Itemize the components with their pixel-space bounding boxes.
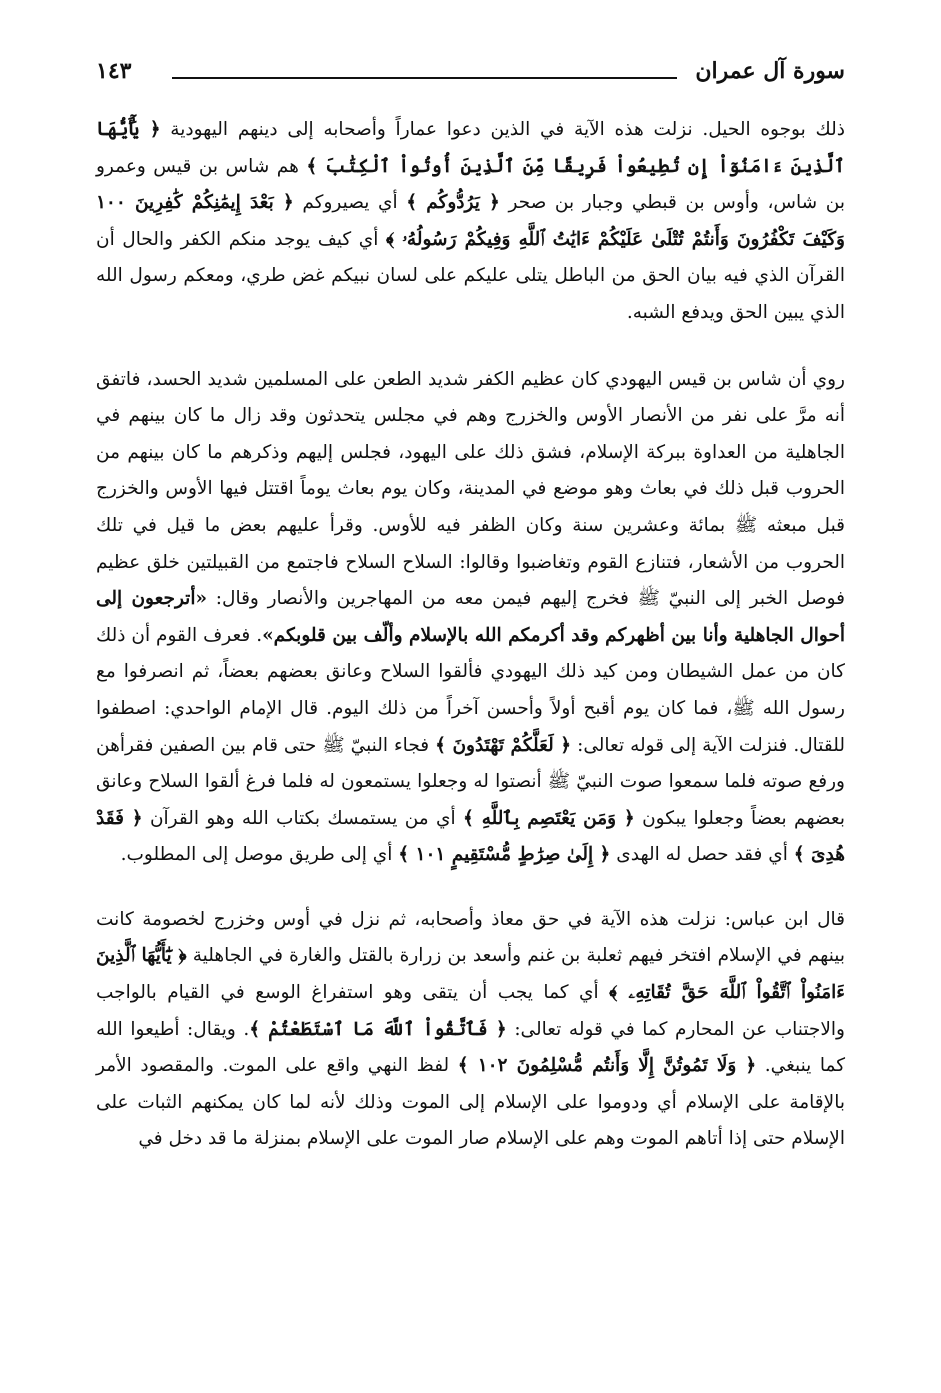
text-run: أي كيف يوجد منكم الكفر والحال أن القرآن الذي فيه بيان الحق من الباطل يتلى عليكم على لسان نبيكم غض طري، ومعكم رسول الله الذي يبين الحق ويدفع الشبه. [96,228,845,323]
quran-verse: ﴿ وَلَا تَمُوتُنَّ إِلَّا وَأَنتُم مُّسْلِمُونَ ١٠٢ ﴾ [457,1055,757,1077]
quran-verse: ﴿ بَعْدَ إِيمَٰنِكُمْ كَٰفِرِينَ ١٠٠ وَكَيْفَ تَكْفُرُونَ وَأَنتُمْ تُتْلَىٰ عَلَيْكُمْ ءَايَٰتُ ٱللَّهِ وَفِيكُمْ رَسُولُهُۥ ﴾ [96,192,845,250]
text-run: أي من يستمسك بكتاب الله وهو القرآن [142,807,463,829]
text-run: . ويقال: أطيعوا الله كما ينبغي. [96,1018,846,1077]
text-run: أي يصيروكم [293,192,407,214]
text-run: أي فقد حصل له الهدى [610,844,794,866]
quran-verse: ﴿ يَٰٓأَيُّهَا ٱلَّذِينَ ءَامَنُواْ ٱتَّقُواْ ٱللَّهَ حَقَّ تُقَاتِهِۦ ﴾ [96,945,845,1004]
quran-verse: ﴿ يَٰٓأَيُّهَا ٱلَّذِينَ ءَامَنُوٓاْ إِن تُطِيعُواْ فَرِيقًا مِّنَ ٱلَّذِينَ أُوتُواْ ٱلْكِتَٰبَ ﴾ [96,119,845,177]
text-run: لفظ النهي واقع على الموت. والمقصود الأمر بالإقامة على الإسلام أي ودوموا على الإسلام إلى الموت وذلك لأنه لما كان يمكنهم الثبات على الإسلام حتى إذا أتاهم الموت وهم على الإسلام صار الموت على الإسلام بمنزلة ما قد دخل في [96,1055,845,1150]
text-run: ذلك بوجوه الحيل. نزلت هذه الآية في الذين دعوا عماراً وأصحابه إلى دينهم اليهودية [160,119,845,140]
text-run: فجاء النبيّ ﷺ حتى قام بين الصفين فقرأهن ورفع صوته فلما سمعوا صوت النبيّ ﷺ أنصتوا له وجعلوا يستمعون له فلما فرغ ألقوا السلاح وعانق بعضهم بعضاً وجعلوا يبكون [96,734,845,829]
paragraph-gap [96,332,845,362]
quran-verse: ﴿ يَرُدُّوكُم ﴾ [406,192,500,214]
text-run: أي إلى طريق موصل إلى المطلوب. [120,844,399,866]
quran-verse: ﴿ لَعَلَّكُمْ تَهْتَدُونَ ﴾ [435,734,572,756]
quran-verse: ﴿ فَقَدْ هُدِىَ ﴾ [96,807,845,866]
hadith-quote: «أترجعون إلى أحوال الجاهلية وأنا بين أظهركم وقد أكرمكم الله بالإسلام وألّف بين قلوبكم» [96,588,845,646]
quran-verse: ﴿ إِلَىٰ صِرَٰطٍ مُّسْتَقِيمٍ ١٠١ ﴾ [398,844,611,866]
text-run: هم شاس بن قيس وعمرو بن شاس، وأوس بن قبطي وجبار بن صحر [96,155,845,214]
text-run: . فعرف القوم أن ذلك كان من عمل الشيطان ومن كيد ذلك اليهودي فألقوا السلاح وعانق بعضهم بعضاً، ثم انصرفوا مع رسول الله ﷺ، فما كان يوم أقبح أولاً وأحسن آخراً من ذلك اليوم. قال الإمام الواحدي: اصطفوا للقتال. فنزلت الآية إلى قوله تعالى: [96,624,845,756]
text-run: قال ابن عباس: نزلت هذه الآية في حق معاذ وأصحابه، ثم نزل في أوس وخزرج لخصومة كانت بينهم في الإسلام افتخر فيهم ثعلبة بن غنم وأسعد بن زرارة بالقتل والغارة في الجاهلية [96,908,846,967]
body-text [96,112,845,1158]
text-run: أي كما يجب أن يتقى وهو استفراغ الوسع في القيام بالواجب والاجتناب عن المحارم كما في قوله تعالى: [96,982,845,1040]
paragraph-3 [96,902,845,1158]
paragraph-2 [96,362,845,874]
surah-title: سورة آل عمران [695,58,845,84]
paragraph-gap [96,874,845,902]
quran-verse: ﴿ وَمَن يَعْتَصِم بِٱللَّهِ ﴾ [462,807,635,829]
paragraph-1 [96,112,845,332]
page-number: ١٤٣ [96,58,132,84]
running-header [96,58,845,90]
header-rule [172,77,677,79]
text-run: روي أن شاس بن قيس اليهودي كان عظيم الكفر شديد الطعن على المسلمين شديد الحسد، فاتفق أنه مرَّ على نفر من الأنصار الأوس والخزرج وهم في مجلس يتحدثون وقد زال ما كان بينهم في الجاهلية من العداوة ببركة الإسلام، فشق ذلك على اليهود، فجلس إليهم وذكرهم ما كان بينهم من الحروب قبل ذلك في بعاث وهو موضع في المدينة، وكان يوم بعاث يوماً اقتتل فيها الأوس والخزرج قبل مبعثه ﷺ بمائة وعشرين سنة وكان الظفر فيه للأوس. وقرأ عليهم بعض ما قيل في تلك الحروب من الأشعار، فتنازع القوم وتغاضبوا وقالوا: السلاح السلاح فاجتمع من القبيلتين خلق عظيم فوصل الخبر إلى النبيّ ﷺ فخرج إليهم فيمن معه من المهاجرين والأنصار وقال: [96,368,845,610]
quran-verse: ﴿ فَٱتَّقُواْ ٱللَّهَ مَا ٱسْتَطَعْتُمْ ﴾ [249,1018,507,1040]
